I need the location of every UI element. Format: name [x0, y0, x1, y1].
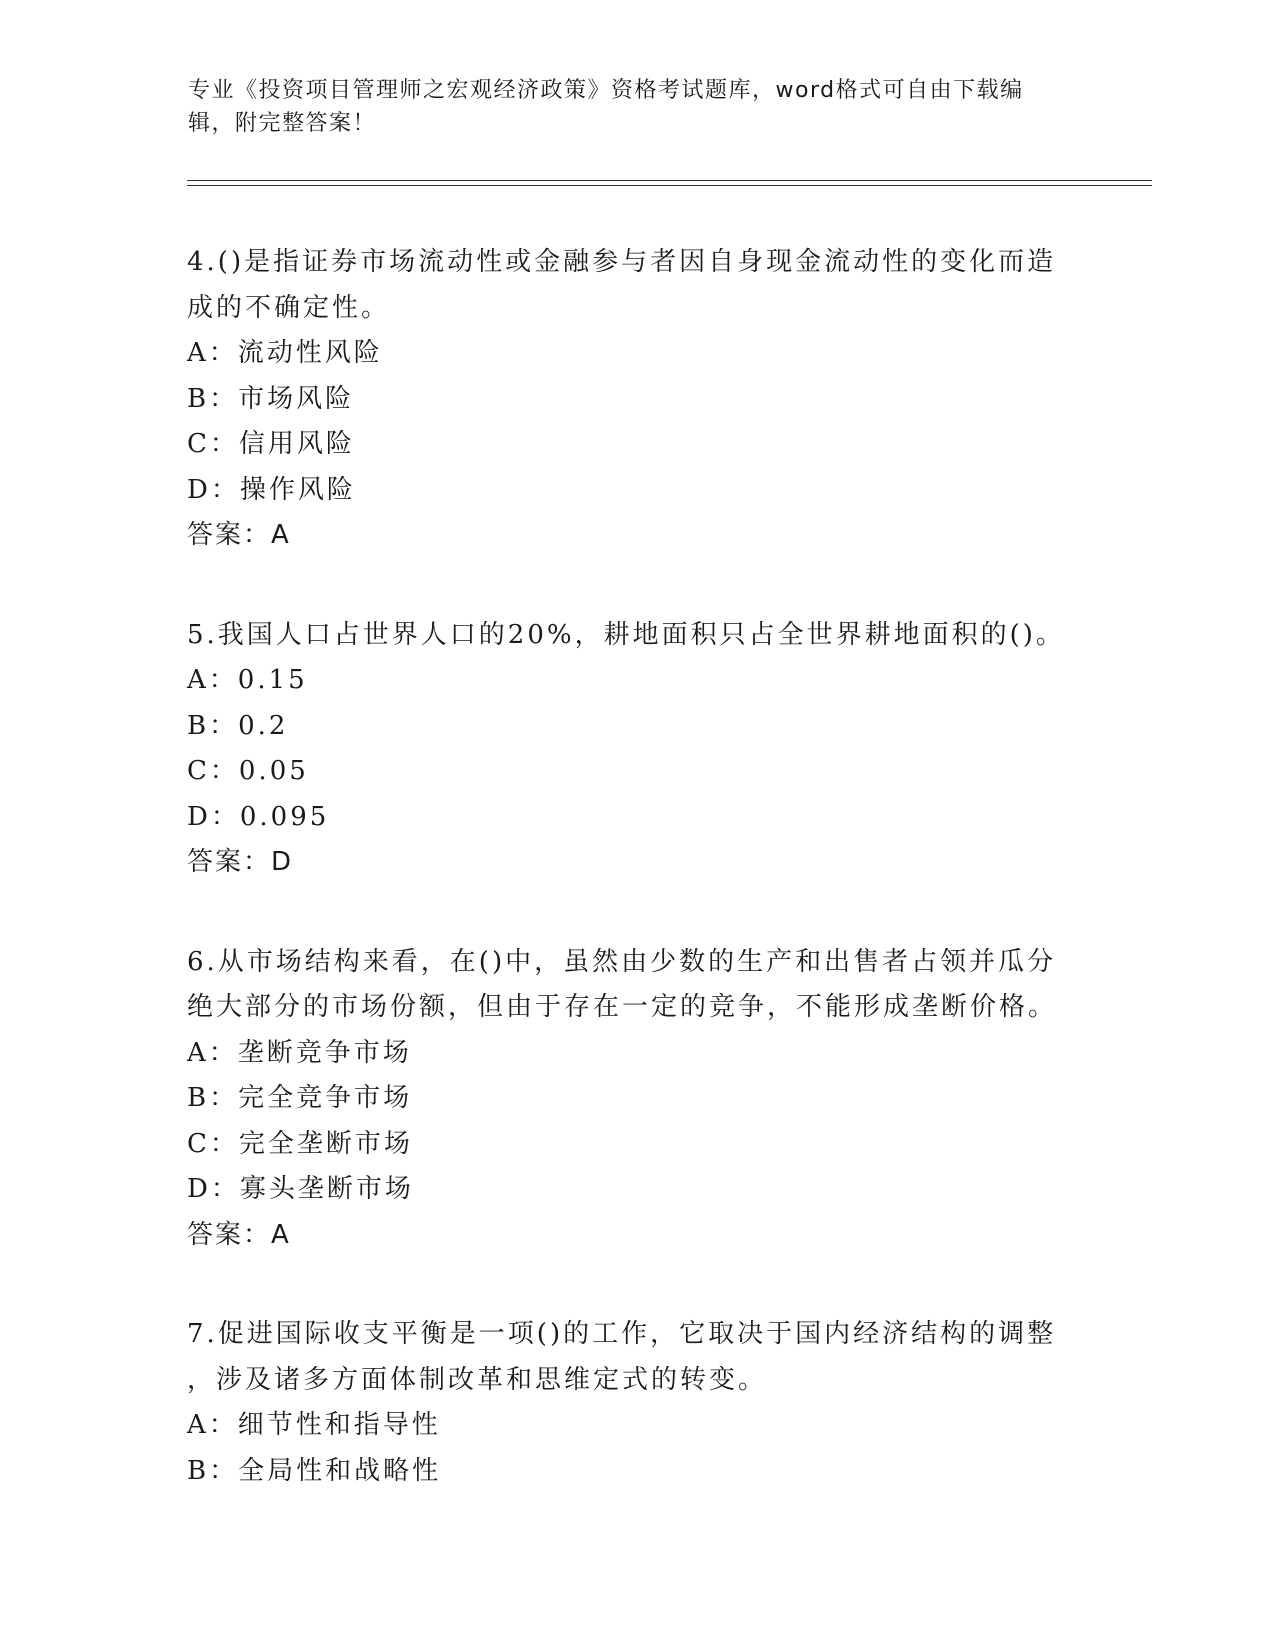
question-stem-line-1: 4.()是指证券市场流动性或金融参与者因自身现金流动性的变化而造	[187, 247, 1057, 277]
header-divider-bottom	[187, 185, 1152, 186]
option-d: D：0.095	[187, 801, 330, 832]
question-7	[187, 1312, 1087, 1494]
header-divider-top	[187, 180, 1152, 181]
question-5	[187, 613, 1087, 886]
question-stem-line-2: 绝大部分的市场份额，但由于存在一定的竞争，不能形成垄断价格。	[187, 992, 1058, 1022]
option-c: C：0.05	[187, 756, 309, 786]
option-a: A：垄断竞争市场	[187, 1037, 412, 1068]
answer: 答案：D	[187, 847, 294, 877]
question-4	[187, 240, 1087, 559]
question-stem-line-2: ，涉及诸多方面体制改革和思维定式的转变。	[187, 1364, 768, 1395]
question-stem-line-2: 成的不确定性。	[187, 292, 391, 323]
option-c: C：完全垄断市场	[187, 1128, 413, 1159]
question-stem-line-1: 5.我国人口占世界人口的20%，耕地面积只占全世界耕地面积的()。	[187, 619, 1065, 650]
option-d: D：寡头垄断市场	[187, 1174, 414, 1204]
option-b: B：完全竞争市场	[187, 1083, 413, 1113]
intro-line-2: 辑，附完整答案！	[188, 111, 377, 136]
option-b: B：市场风险	[187, 383, 355, 414]
option-b: B：0.2	[187, 710, 289, 741]
option-d: D：操作风险	[187, 474, 356, 505]
question-stem-line-1: 7.促进国际收支平衡是一项()的工作，它取决于国内经济结构的调整	[187, 1319, 1057, 1349]
document-header	[188, 74, 1088, 140]
answer: 答案：A	[187, 520, 291, 550]
option-b: B：全局性和战略性	[187, 1455, 442, 1486]
question-list	[187, 240, 1087, 1548]
answer: 答案：A	[187, 1219, 291, 1250]
question-6	[187, 940, 1087, 1259]
option-a: A：细节性和指导性	[187, 1410, 441, 1440]
intro-line-1: 专业《投资项目管理师之宏观经济政策》资格考试题库，word格式可自由下载编	[188, 78, 1024, 103]
option-a: A：0.15	[187, 665, 308, 695]
option-a: A：流动性风险	[187, 338, 383, 368]
question-stem-line-1: 6.从市场结构来看，在()中，虽然由少数的生产和出售者占领并瓜分	[187, 946, 1057, 977]
option-c: C：信用风险	[187, 429, 355, 459]
